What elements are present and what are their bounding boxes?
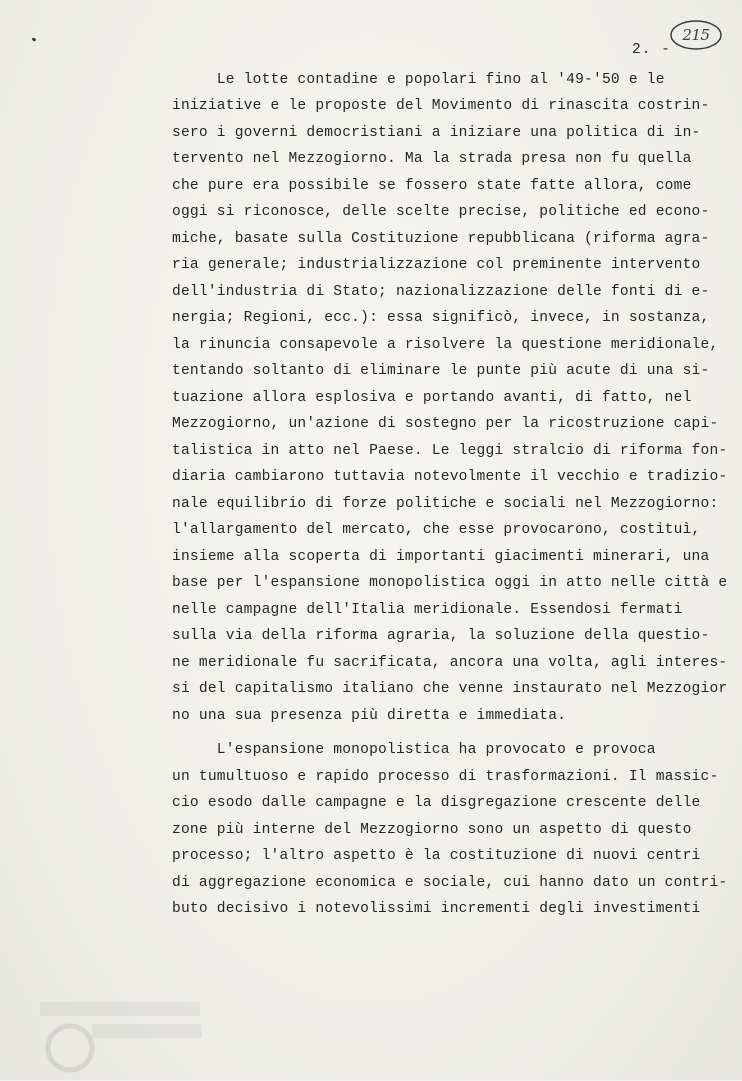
text-line: Le lotte contadine e popolari fino al '49-'50 e le <box>172 72 665 88</box>
text-line: buto decisivo i notevolissimi incrementi degli investimenti <box>172 901 701 917</box>
text-line: sulla via della riforma agraria, la soluzione della questio- <box>172 628 710 644</box>
archive-stamp-number <box>668 18 724 52</box>
watermark-logo <box>30 996 210 1076</box>
text-line: che pure era possibile se fossero state fatte allora, come <box>172 178 692 194</box>
text-line: diaria cambiarono tuttavia notevolmente il vecchio e tradizio- <box>172 469 728 485</box>
page-number: 2. - <box>632 42 671 58</box>
text-line: si del capitalismo italiano che venne instaurato nel Mezzogior <box>172 681 728 697</box>
text-line: tervento nel Mezzogiorno. Ma la strada presa non fu quella <box>172 151 692 167</box>
text-line: ria generale; industrializzazione col preminente intervento <box>172 257 701 273</box>
text-line: nergia; Regioni, ecc.): essa significò, invece, in sostanza, <box>172 310 710 326</box>
text-line: dell'industria di Stato; nazionalizzazione delle fonti di e- <box>172 284 710 300</box>
text-line: nale equilibrio di forze politiche e sociali nel Mezzogiorno: <box>172 496 719 512</box>
text-line: nelle campagne dell'Italia meridionale. Essendosi fermati <box>172 602 683 618</box>
text-line: Mezzogiorno, un'azione di sostegno per la ricostruzione capi- <box>172 416 719 432</box>
text-line: cio esodo dalle campagne e la disgregazione crescente delle <box>172 795 701 811</box>
ink-speck <box>32 37 37 42</box>
text-line: la rinuncia consapevole a risolvere la questione meridionale, <box>172 337 719 353</box>
text-line: tentando soltanto di eliminare le punte più acute di una si- <box>172 363 710 379</box>
text-line: base per l'espansione monopolistica oggi in atto nelle città e <box>172 575 728 591</box>
text-line: miche, basate sulla Costituzione repubblicana (riforma agra- <box>172 231 710 247</box>
text-line: zone più interne del Mezzogiorno sono un aspetto di questo <box>172 822 692 838</box>
text-line: di aggregazione economica e sociale, cui hanno dato un contri- <box>172 875 728 891</box>
archive-number-text: 215 <box>682 26 710 44</box>
text-line: no una sua presenza più diretta e immediata. <box>172 708 567 724</box>
text-line: iniziative e le proposte del Movimento di rinascita costrin- <box>172 98 710 114</box>
text-line: L'espansione monopolistica ha provocato e provoca <box>172 742 656 758</box>
text-line: oggi si riconosce, delle scelte precise, politiche ed econo- <box>172 204 710 220</box>
text-line: l'allargamento del mercato, che esse provocarono, costituì, <box>172 522 701 538</box>
text-line: ne meridionale fu sacrificata, ancora una volta, agli interes- <box>172 655 728 671</box>
text-line: insieme alla scoperta di importanti giacimenti minerari, una <box>172 549 710 565</box>
archive-watermark <box>30 996 210 1076</box>
text-line: talistica in atto nel Paese. Le leggi stralcio di riforma fon- <box>172 443 728 459</box>
text-line: sero i governi democristiani a iniziare una politica di in- <box>172 125 701 141</box>
text-line: un tumultuoso e rapido processo di trasformazioni. Il massic- <box>172 769 719 785</box>
text-line: tuazione allora esplosiva e portando avanti, di fatto, nel <box>172 390 692 406</box>
text-line: processo; l'altro aspetto è la costituzione di nuovi centri <box>172 848 701 864</box>
